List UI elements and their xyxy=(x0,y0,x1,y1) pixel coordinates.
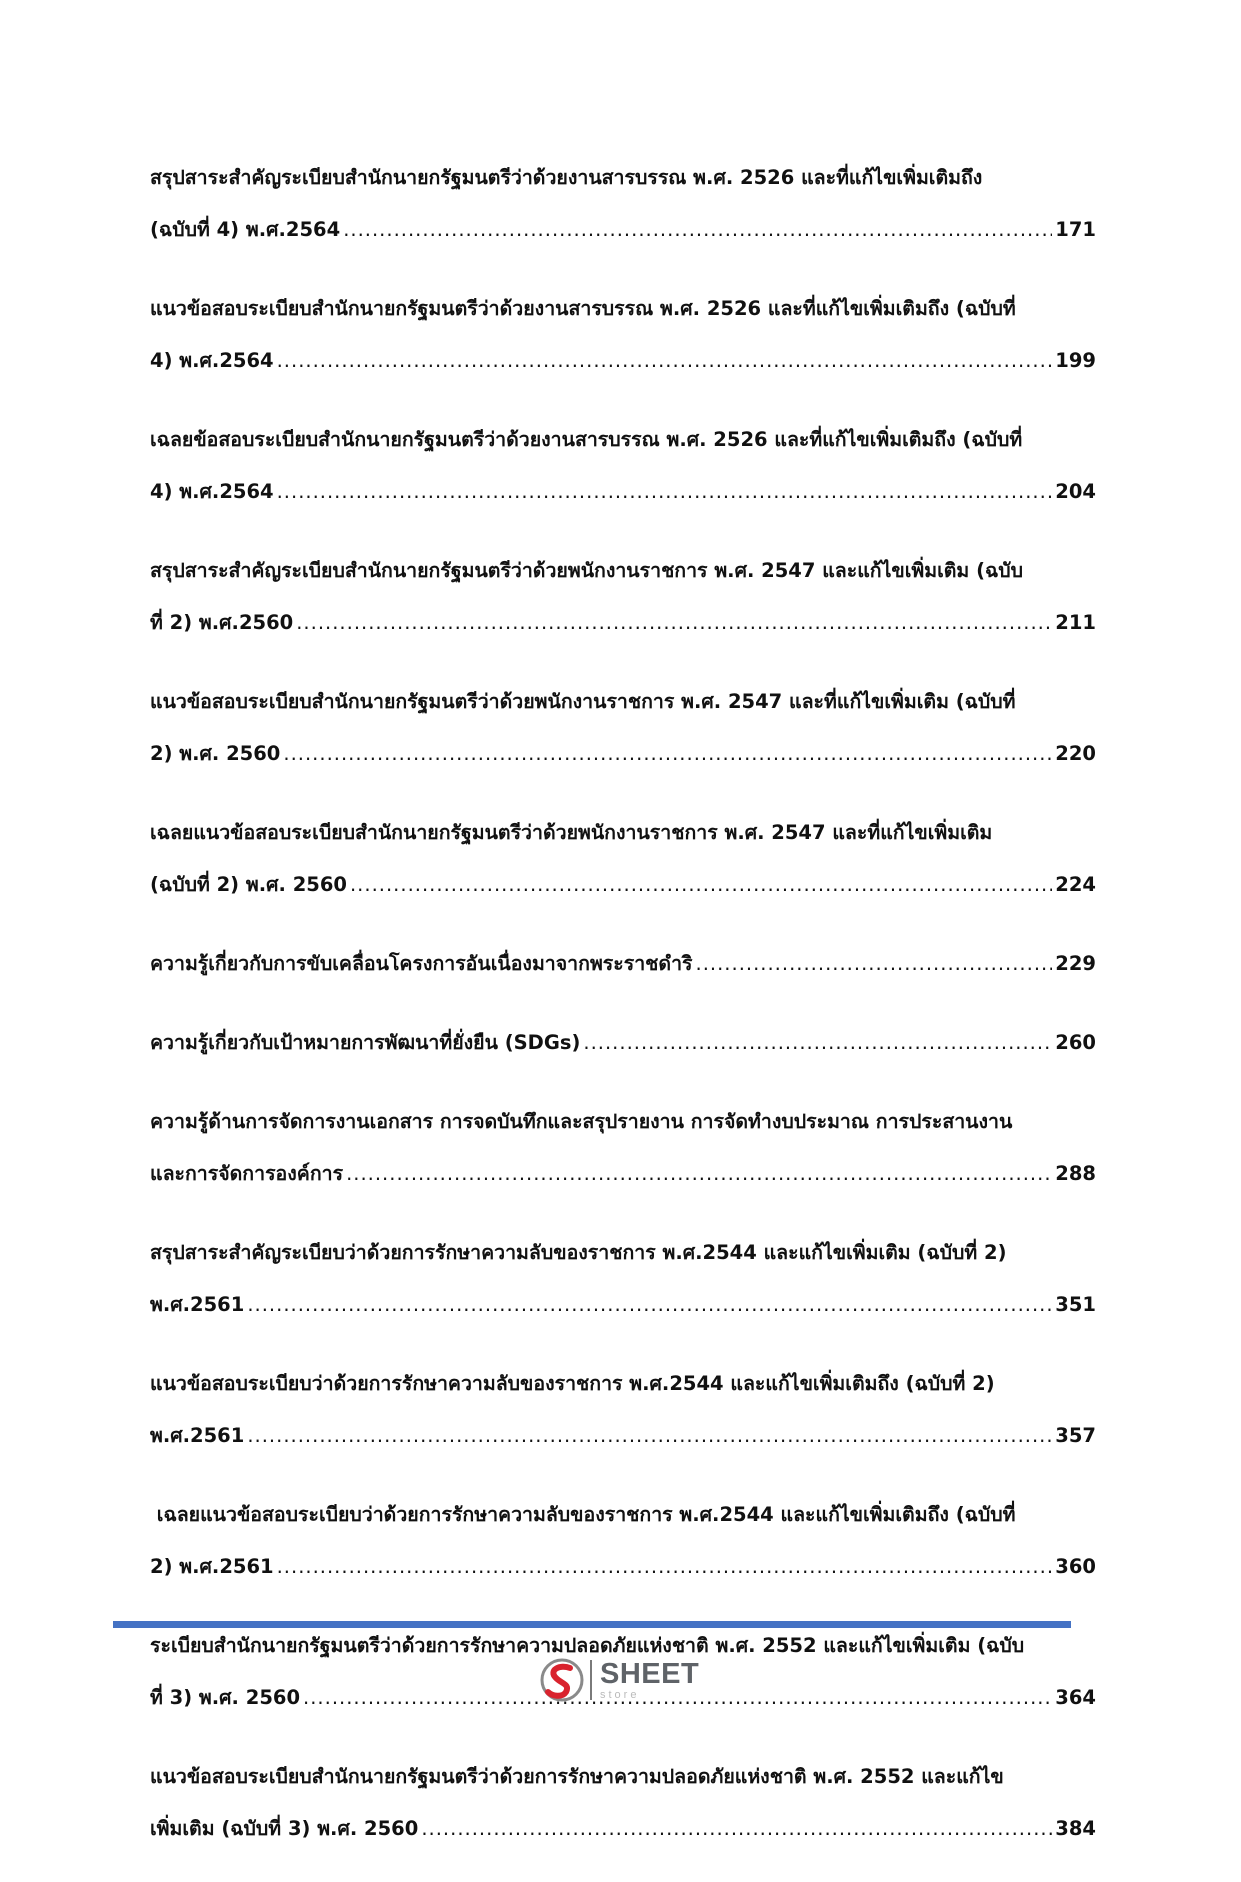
toc-entry-title-line1: เฉลยข้อสอบระเบียบสำนักนายกรัฐมนตรีว่าด้วยงานสารบรรณ พ.ศ. 2526 และที่แก้ไขเพิ่มเติมถึง (ฉบับที่ xyxy=(150,428,1023,451)
toc-entry-title-line1: แนวข้อสอบระเบียบสำนักนายกรัฐมนตรีว่าด้วยงานสารบรรณ พ.ศ. 2526 และที่แก้ไขเพิ่มเติมถึง (ฉบับที่ xyxy=(150,297,1016,320)
dot-leader xyxy=(346,1148,1052,1200)
toc-page-number: 357 xyxy=(1055,1424,1096,1447)
dot-leader xyxy=(277,466,1053,518)
toc-entry[interactable] xyxy=(150,1489,1096,1593)
dot-leader xyxy=(277,1541,1053,1593)
footer-rule xyxy=(113,1621,1071,1628)
toc-entry[interactable] xyxy=(150,938,1096,990)
toc-entry[interactable] xyxy=(150,152,1096,256)
sheet-store-logo xyxy=(540,1658,699,1702)
toc-entry-title-line2-row xyxy=(150,859,1096,911)
toc-entry-title-line1: แนวข้อสอบระเบียบสำนักนายกรัฐมนตรีว่าด้วยการรักษาความปลอดภัยแห่งชาติ พ.ศ. 2552 และแก้ไข xyxy=(150,1765,1004,1788)
toc-entry-title-line2-row xyxy=(150,1541,1096,1593)
dot-leader xyxy=(247,1410,1052,1462)
toc-entry[interactable] xyxy=(150,676,1096,780)
toc-entry-title-line2: และการจัดการองค์การ xyxy=(150,1162,344,1185)
toc-page-number: 204 xyxy=(1055,480,1096,503)
toc-entry-title-line2-row xyxy=(150,1803,1096,1855)
toc-page-number: 220 xyxy=(1055,742,1096,765)
logo-subword: store xyxy=(600,1688,640,1701)
toc-entry[interactable] xyxy=(150,807,1096,911)
toc-entry-title-line2-row xyxy=(150,597,1096,649)
toc-entry-title-line2: 2) พ.ศ. 2560 xyxy=(150,742,281,765)
toc-entry-title-line2-row xyxy=(150,204,1096,256)
sheet-store-logo-icon xyxy=(540,1658,584,1702)
logo-word: SHEET xyxy=(600,1657,700,1690)
toc-entry-title-line2: พ.ศ.2561 xyxy=(150,1424,245,1447)
toc-entry-title-line2: 4) พ.ศ.2564 xyxy=(150,349,274,372)
toc-entry[interactable] xyxy=(150,1358,1096,1462)
toc-entry-title-line2: (ฉบับที่ 2) พ.ศ. 2560 xyxy=(150,873,347,896)
toc-page-number: 229 xyxy=(1055,952,1096,975)
toc-entry[interactable] xyxy=(150,1227,1096,1331)
dot-leader xyxy=(283,728,1052,780)
dot-leader xyxy=(296,597,1052,649)
toc-entry[interactable] xyxy=(150,545,1096,649)
toc-page-number: 360 xyxy=(1055,1555,1096,1578)
dot-leader xyxy=(696,938,1053,990)
toc-entry-title: ความรู้เกี่ยวกับการขับเคลื่อนโครงการอันเนื่องมาจากพระราชดำริ xyxy=(150,952,693,975)
toc-entry-title-line1: สรุปสาระสำคัญระเบียบว่าด้วยการรักษาความลับของราชการ พ.ศ.2544 และแก้ไขเพิ่มเติม (ฉบับที่ 2) xyxy=(150,1241,1007,1264)
toc-entry-title-line2: ที่ 2) พ.ศ.2560 xyxy=(150,611,294,634)
toc-entry-title-line2: ที่ 3) พ.ศ. 2560 xyxy=(150,1686,301,1709)
toc-entry-title-line1: เฉลยแนวข้อสอบระเบียบว่าด้วยการรักษาความลับของราชการ พ.ศ.2544 และแก้ไขเพิ่มเติมถึง (ฉบับที่ xyxy=(150,1503,1016,1526)
dot-leader xyxy=(277,335,1053,387)
toc-entry-title-line1: แนวข้อสอบระเบียบว่าด้วยการรักษาความลับของราชการ พ.ศ.2544 และแก้ไขเพิ่มเติมถึง (ฉบับที่ 2) xyxy=(150,1372,995,1395)
dot-leader xyxy=(247,1279,1052,1331)
toc-entry-title-row xyxy=(150,1017,1096,1069)
toc-entry[interactable] xyxy=(150,414,1096,518)
toc-entry-title-line2: (ฉบับที่ 4) พ.ศ.2564 xyxy=(150,218,341,241)
toc-entry-title-line1: แนวข้อสอบระเบียบสำนักนายกรัฐมนตรีว่าด้วยพนักงานราชการ พ.ศ. 2547 และที่แก้ไขเพิ่มเติม (ฉบับที่ xyxy=(150,690,1016,713)
toc-entry-title-line2-row xyxy=(150,1279,1096,1331)
dot-leader xyxy=(350,859,1052,911)
toc-page-number: 171 xyxy=(1055,218,1096,241)
toc-page-number: 260 xyxy=(1055,1031,1096,1054)
toc-entry-title-line1: เฉลยแนวข้อสอบระเบียบสำนักนายกรัฐมนตรีว่าด้วยพนักงานราชการ พ.ศ. 2547 และที่แก้ไขเพิ่มเติม xyxy=(150,821,993,844)
dot-leader xyxy=(343,204,1052,256)
toc-page-number: 224 xyxy=(1055,873,1096,896)
toc-entry-title-line2-row xyxy=(150,1148,1096,1200)
toc-entry-title-line2-row xyxy=(150,466,1096,518)
toc-entry-title-line1: ระเบียบสำนักนายกรัฐมนตรีว่าด้วยการรักษาความปลอดภัยแห่งชาติ พ.ศ. 2552 และแก้ไขเพิ่มเติม (ฉบับ xyxy=(150,1634,1025,1657)
toc-page-number: 211 xyxy=(1055,611,1096,634)
toc-entry-title-line2-row xyxy=(150,335,1096,387)
toc-entry[interactable] xyxy=(150,1751,1096,1855)
toc-entry[interactable] xyxy=(150,1017,1096,1069)
toc-entry-title-line1: สรุปสาระสำคัญระเบียบสำนักนายกรัฐมนตรีว่าด้วยพนักงานราชการ พ.ศ. 2547 และแก้ไขเพิ่มเติม (ฉบับ xyxy=(150,559,1024,582)
toc-entry-title-line2: 2) พ.ศ.2561 xyxy=(150,1555,274,1578)
logo-divider xyxy=(590,1660,592,1700)
toc-entry-title-line1: สรุปสาระสำคัญระเบียบสำนักนายกรัฐมนตรีว่าด้วยงานสารบรรณ พ.ศ. 2526 และที่แก้ไขเพิ่มเติมถึง xyxy=(150,166,983,189)
toc-entry-title-line2-row xyxy=(150,1410,1096,1462)
toc-page-number: 384 xyxy=(1055,1817,1096,1840)
logo-wordmark xyxy=(600,1657,700,1701)
toc-entry-title-line2: เพิ่มเติม (ฉบับที่ 3) พ.ศ. 2560 xyxy=(150,1817,419,1840)
toc-entry[interactable] xyxy=(150,283,1096,387)
toc-entry-title-line2: พ.ศ.2561 xyxy=(150,1293,245,1316)
toc-page-number: 288 xyxy=(1055,1162,1096,1185)
toc-entry-title-line2: 4) พ.ศ.2564 xyxy=(150,480,274,503)
toc-entry-title-row xyxy=(150,938,1096,990)
toc-page-number: 364 xyxy=(1055,1686,1096,1709)
toc-page-number: 199 xyxy=(1055,349,1096,372)
toc-page-number: 351 xyxy=(1055,1293,1096,1316)
toc-entry-title: ความรู้เกี่ยวกับเป้าหมายการพัฒนาที่ยั่งยืน (SDGs) xyxy=(150,1031,581,1054)
dot-leader xyxy=(583,1017,1052,1069)
toc-entry[interactable] xyxy=(150,1096,1096,1200)
toc-entry-title-line2-row xyxy=(150,728,1096,780)
toc-entry-title-line1: ความรู้ด้านการจัดการงานเอกสาร การจดบันทึกและสรุปรายงาน การจัดทำงบประมาณ การประสานงาน xyxy=(150,1110,1013,1133)
dot-leader xyxy=(421,1803,1052,1855)
